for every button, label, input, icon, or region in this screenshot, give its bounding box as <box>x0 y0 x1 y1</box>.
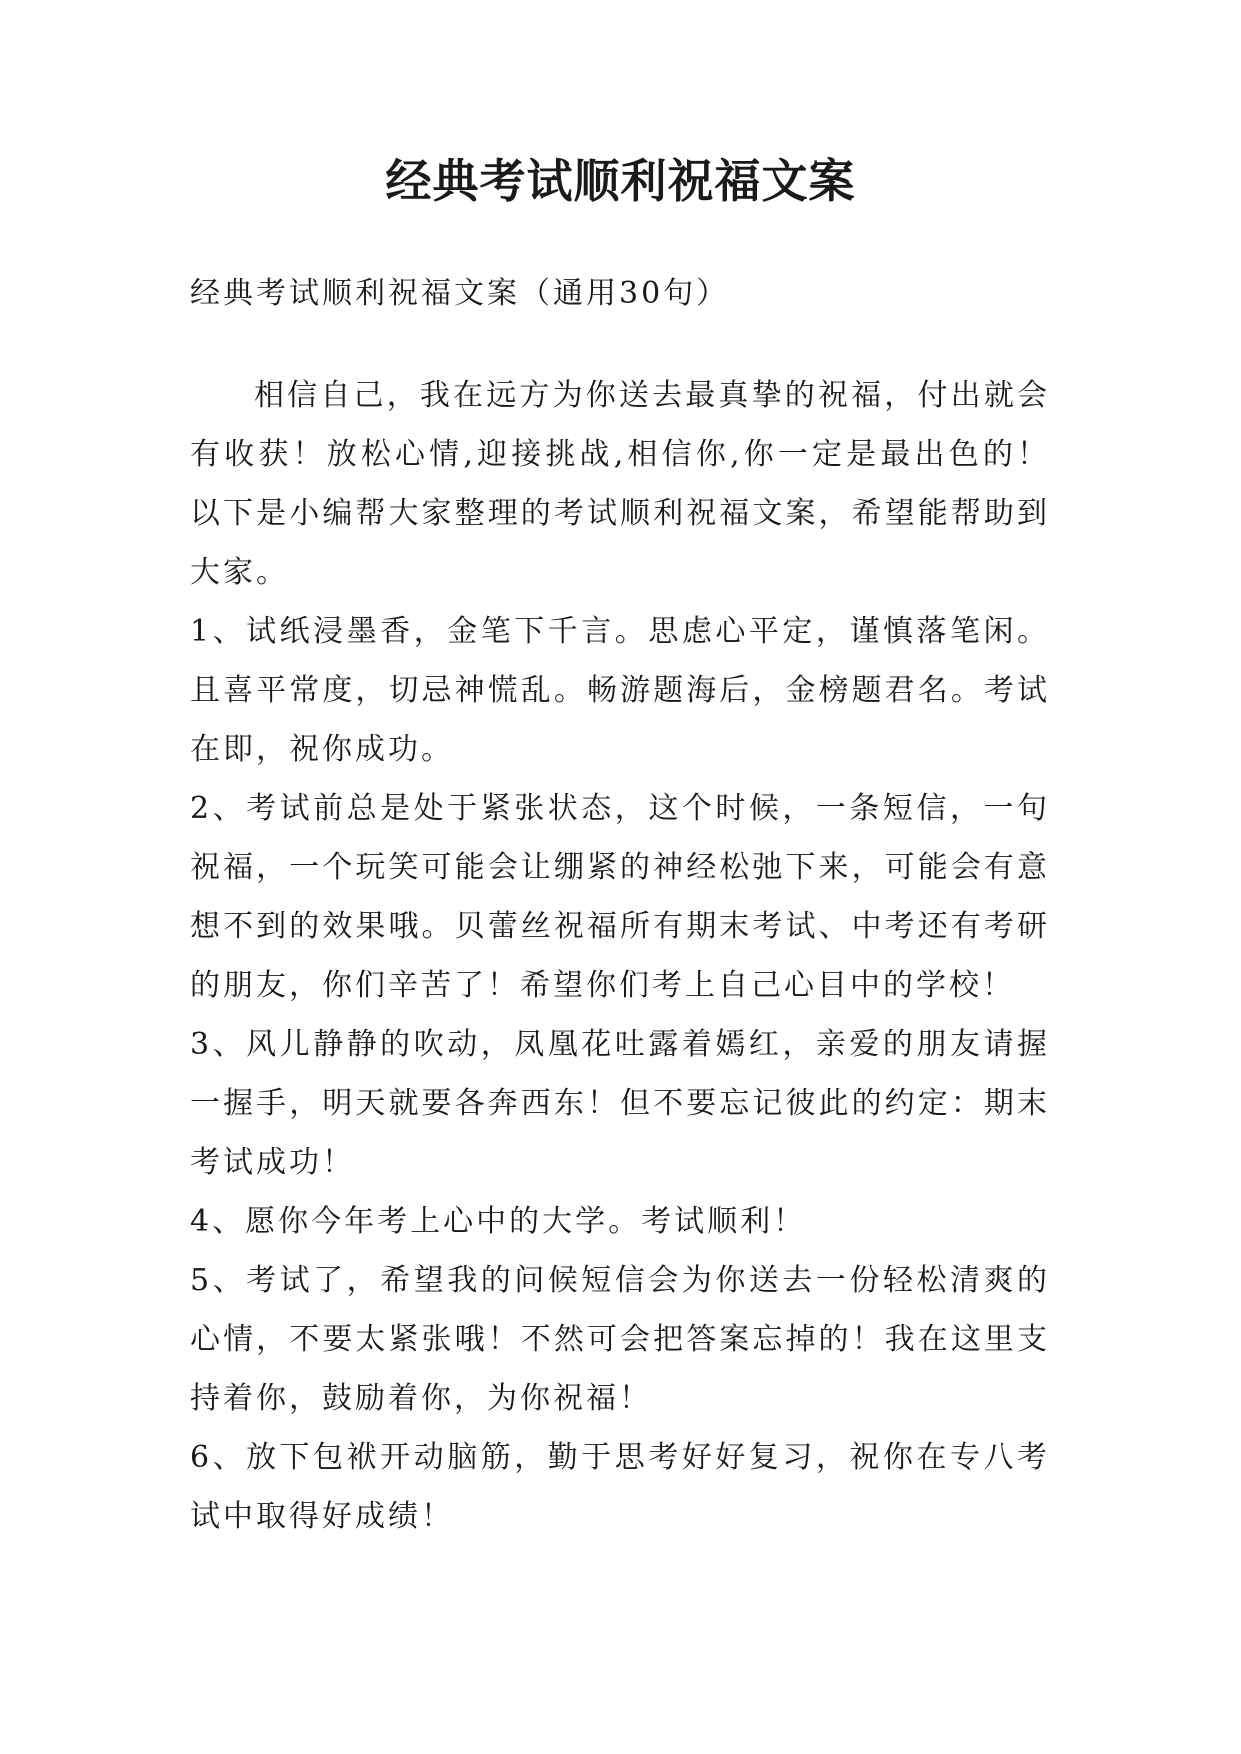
list-item: 2、考试前总是处于紧张状态，这个时候，一条短信，一句祝福，一个玩笑可能会让绷紧的神经松弛下来，可能会有意想不到的效果哦。贝蕾丝祝福所有期末考试、中考还有考研的朋友，你们辛苦了！希望你们考上自己心目中的学校！ <box>190 791 1050 1003</box>
document-title: 经典考试顺利祝福文案 <box>385 154 856 208</box>
list-item: 5、考试了，希望我的问候短信会为你送去一份轻松清爽的心情，不要太紧张哦！不然可会把答案忘掉的！我在这里支持着你，鼓励着你，为你祝福！ <box>190 1263 1050 1416</box>
intro-paragraph: 相信自己，我在远方为你送去最真挚的祝福，付出就会有收获！放松心情,迎接挑战,相信你,你一定是最出色的！以下是小编帮大家整理的考试顺利祝福文案，希望能帮助到大家。 <box>190 378 1050 590</box>
list-item: 6、放下包袱开动脑筋，勤于思考好好复习，祝你在专八考试中取得好成绩！ <box>190 1440 1050 1534</box>
document-subtitle: 经典考试顺利祝福文案（通用30句） <box>190 276 730 311</box>
list-item: 3、风儿静静的吹动，凤凰花吐露着嫣红，亲爱的朋友请握一握手，明天就要各奔西东！但不要忘记彼此的约定：期末考试成功！ <box>190 1027 1050 1180</box>
list-item: 4、愿你今年考上心中的大学。考试顺利！ <box>190 1204 807 1239</box>
document-body <box>190 266 1050 1546</box>
list-item: 1、试纸浸墨香，金笔下千言。思虑心平定，谨慎落笔闲。且喜平常度，切忌神慌乱。畅游题海后，金榜题君名。考试在即，祝你成功。 <box>190 614 1050 767</box>
